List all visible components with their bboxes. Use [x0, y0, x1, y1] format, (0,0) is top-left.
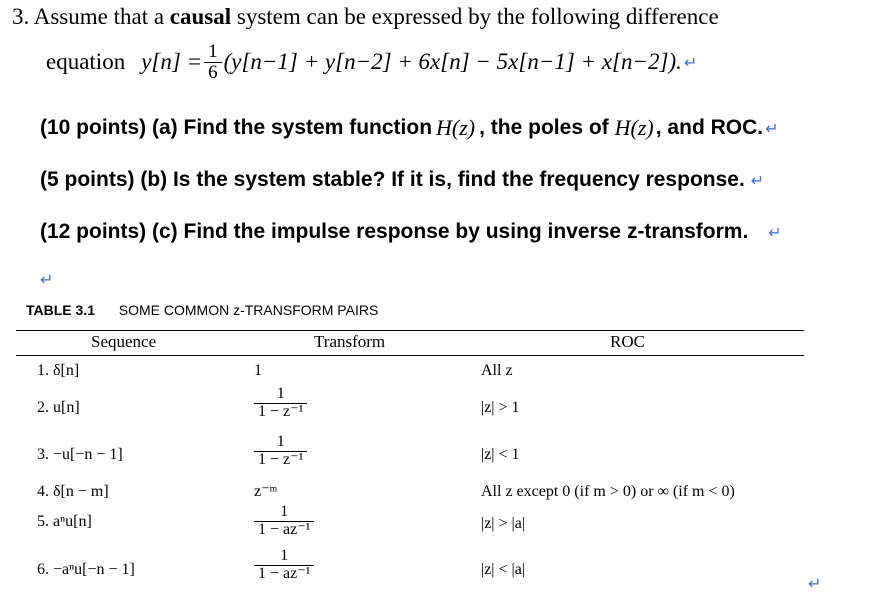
part-b: [40, 168, 764, 192]
return-icon: ↵: [808, 574, 822, 593]
table-title: SOME COMMON z-TRANSFORM PAIRS: [118, 302, 379, 318]
table-row-3-tf-num: 1: [276, 433, 285, 450]
return-icon: ↵: [40, 270, 54, 289]
header-roc: ROC: [610, 332, 645, 351]
intro-after-bold: system can be expressed by the following difference: [231, 4, 719, 29]
part-b-text: (5 points) (b) Is the system stable? If it is, find the frequency response.: [40, 168, 745, 191]
bold-causal: causal: [169, 4, 232, 29]
table-row-4-tf: z⁻ᵐ: [254, 483, 278, 500]
equation-fraction-num: 1: [208, 41, 218, 62]
table-row-3-tf-den: 1 − z⁻¹: [254, 451, 307, 469]
part-a-hz1: H(z): [436, 115, 476, 140]
table-header-rule: [16, 355, 804, 356]
part-c-text: (12 points) (c) Find the impulse response by using inverse z-transform.: [40, 220, 749, 243]
table-row-3-roc: |z| < 1: [481, 446, 520, 463]
return-icon: ↵: [683, 52, 698, 72]
table-label: TABLE 3.1: [26, 302, 95, 318]
part-c: [40, 220, 782, 244]
equation-fraction: [204, 42, 222, 83]
table-row-2-seq: 2. u[n]: [37, 399, 80, 416]
part-a-prefix: (10 points) (a) Find the system function: [40, 116, 433, 139]
table-top-rule: [16, 330, 804, 331]
table-row-5-tf-den: 1 − az⁻¹: [254, 521, 314, 539]
intro-before-bold: Assume that a: [33, 4, 170, 29]
table-row-2-tf-den: 1 − z⁻¹: [254, 403, 307, 421]
table-row-2-roc: |z| > 1: [481, 399, 520, 416]
equation-rhs: (y[n−1] + y[n−2] + 6x[n] − 5x[n−1] + x[n−2]).: [223, 49, 682, 75]
table-row-1-seq: 1. δ[n]: [37, 362, 80, 379]
question-intro: [12, 4, 719, 30]
table-row-3-tf: [254, 434, 307, 469]
difference-equation: [46, 42, 697, 83]
table-row-5-seq: 5. aⁿu[n]: [37, 513, 92, 530]
table-caption: [26, 302, 378, 318]
return-icon: ↵: [765, 118, 779, 138]
table-row-6-tf-den: 1 − az⁻¹: [254, 565, 314, 583]
table-row-5-roc: |z| > |a|: [481, 515, 526, 532]
header-sequence: Sequence: [91, 332, 157, 351]
equation-lhs: y[n] =: [141, 49, 203, 75]
table-row-2-tf: [254, 386, 307, 421]
table-row-1-tf: 1: [254, 362, 262, 379]
equation-fraction-den: 6: [204, 62, 222, 83]
table-row-1-roc: All z: [481, 362, 513, 379]
table-row-6-seq: 6. −aⁿu[−n − 1]: [37, 561, 135, 578]
part-a: [40, 115, 779, 141]
table-row-5-tf: [254, 504, 314, 539]
table-row-4-roc: All z except 0 (if m > 0) or ∞ (if m < 0): [481, 483, 735, 500]
table-row-6-tf-num: 1: [280, 547, 289, 564]
part-a-hz2: H(z): [614, 115, 654, 140]
part-a-suffix: , and ROC.: [655, 116, 764, 139]
question-number: 3.: [12, 4, 30, 29]
return-icon: ↵: [768, 223, 782, 242]
equation-label: equation: [46, 49, 126, 75]
header-transform: Transform: [314, 332, 386, 351]
part-a-mid: , the poles of: [479, 116, 609, 139]
table-row-6-roc: |z| < |a|: [481, 561, 526, 578]
table-row-3-seq: 3. −u[−n − 1]: [37, 446, 123, 463]
table-row-5-tf-num: 1: [280, 503, 289, 520]
return-icon: ↵: [750, 171, 765, 190]
table-row-6-tf: [254, 548, 314, 583]
table-row-4-seq: 4. δ[n − m]: [37, 483, 109, 500]
table-row-2-tf-num: 1: [276, 385, 285, 402]
